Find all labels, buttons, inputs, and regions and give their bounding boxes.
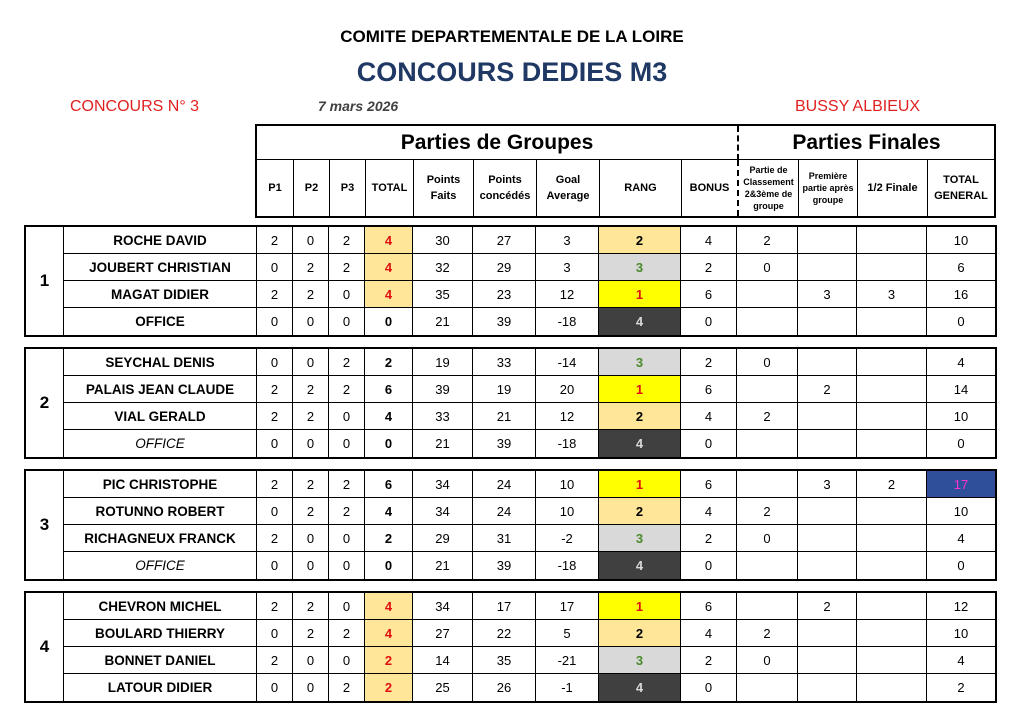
cell-cl: 0 bbox=[737, 349, 798, 376]
contest-date: 7 mars 2026 bbox=[318, 98, 399, 114]
cell-ga: 12 bbox=[536, 403, 599, 430]
cell-p3: 0 bbox=[329, 403, 365, 430]
cell-ga: -18 bbox=[536, 430, 599, 457]
cell-p1: 2 bbox=[257, 593, 293, 620]
group-3 bbox=[24, 469, 997, 581]
cell-cl bbox=[737, 471, 798, 498]
cell-p2: 0 bbox=[293, 227, 329, 254]
cell-bonus: 2 bbox=[681, 525, 737, 552]
cell-df: 3 bbox=[857, 281, 927, 308]
col-header-points-faits: Points Faits bbox=[413, 160, 473, 216]
cell-pf: 14 bbox=[413, 647, 473, 674]
cell-p1: 0 bbox=[257, 674, 293, 701]
cell-p1: 0 bbox=[257, 552, 293, 579]
cell-p1: 2 bbox=[257, 403, 293, 430]
cell-rang: 1 bbox=[599, 593, 681, 620]
cell-total: 0 bbox=[365, 430, 413, 457]
cell-bonus: 2 bbox=[681, 349, 737, 376]
cell-rang: 4 bbox=[599, 308, 681, 335]
cell-total: 6 bbox=[365, 471, 413, 498]
col-header-total-general: TOTAL GENERAL bbox=[927, 160, 994, 216]
cell-tg: 10 bbox=[927, 227, 995, 254]
cell-ga: -1 bbox=[536, 674, 599, 701]
cell-cl bbox=[737, 430, 798, 457]
group-number: 4 bbox=[26, 593, 64, 701]
cell-p2: 0 bbox=[293, 674, 329, 701]
cell-name: OFFICE bbox=[64, 552, 257, 579]
col-header-premiere: Première partie après groupe bbox=[798, 160, 857, 216]
cell-p2: 2 bbox=[293, 471, 329, 498]
cell-p1: 0 bbox=[257, 498, 293, 525]
cell-pr bbox=[798, 552, 857, 579]
cell-tg: 0 bbox=[957, 436, 965, 451]
cell-name: PIC CHRISTOPHE bbox=[64, 471, 257, 498]
cell-p1: 0 bbox=[257, 349, 293, 376]
cell-rang: 1 bbox=[599, 471, 681, 498]
cell-total: 4 bbox=[365, 593, 413, 620]
cell-total: 0 bbox=[365, 552, 413, 579]
cell-p3: 0 bbox=[329, 552, 365, 579]
cell-p2: 2 bbox=[293, 254, 329, 281]
table-header bbox=[255, 124, 996, 218]
cell-pr bbox=[798, 498, 857, 525]
cell-pf: 39 bbox=[413, 376, 473, 403]
cell-rang: 3 bbox=[599, 525, 681, 552]
cell-df bbox=[857, 498, 927, 525]
cell-p2: 0 bbox=[293, 647, 329, 674]
cell-p3: 2 bbox=[329, 674, 365, 701]
cell-df bbox=[857, 525, 927, 552]
cell-pc: 19 bbox=[473, 376, 536, 403]
cell-p2: 0 bbox=[293, 308, 329, 335]
cell-p1: 2 bbox=[257, 647, 293, 674]
cell-pc: 27 bbox=[473, 227, 536, 254]
cell-p2: 0 bbox=[293, 430, 329, 457]
cell-pf: 21 bbox=[413, 430, 473, 457]
col-header-goal-average: Goal Average bbox=[536, 160, 599, 216]
cell-pr: 3 bbox=[798, 471, 857, 498]
cell-pf: 25 bbox=[413, 674, 473, 701]
cell-tg: 14 bbox=[927, 376, 995, 403]
cell-tg: 2 bbox=[957, 680, 965, 695]
col-header-demi-finale: 1/2 Finale bbox=[857, 160, 927, 216]
cell-name: SEYCHAL DENIS bbox=[64, 349, 257, 376]
cell-tg: 17 bbox=[927, 471, 995, 498]
cell-p2: 0 bbox=[293, 552, 329, 579]
cell-pc: 33 bbox=[473, 349, 536, 376]
cell-total: 2 bbox=[365, 525, 413, 552]
cell-pf: 35 bbox=[413, 281, 473, 308]
cell-bonus: 6 bbox=[681, 593, 737, 620]
cell-cl: 2 bbox=[737, 227, 798, 254]
cell-cl: 2 bbox=[737, 403, 798, 430]
cell-p1: 2 bbox=[257, 227, 293, 254]
cell-name: VIAL GERALD bbox=[64, 403, 257, 430]
cell-pr: 2 bbox=[798, 376, 857, 403]
col-header-bonus: BONUS bbox=[681, 160, 737, 216]
cell-p1: 0 bbox=[257, 254, 293, 281]
cell-pc: 39 bbox=[473, 430, 536, 457]
cell-df bbox=[857, 620, 927, 647]
cell-rang: 4 bbox=[599, 674, 681, 701]
cell-df bbox=[857, 593, 927, 620]
cell-pr bbox=[798, 308, 857, 335]
col-header-p2: P2 bbox=[293, 160, 329, 216]
cell-total: 4 bbox=[365, 498, 413, 525]
cell-pc: 39 bbox=[473, 552, 536, 579]
cell-bonus: 4 bbox=[681, 403, 737, 430]
cell-bonus: 4 bbox=[681, 227, 737, 254]
cell-rang: 2 bbox=[599, 227, 681, 254]
cell-pc: 22 bbox=[473, 620, 536, 647]
cell-rang: 3 bbox=[599, 254, 681, 281]
cell-name: CHEVRON MICHEL bbox=[64, 593, 257, 620]
cell-bonus: 4 bbox=[681, 620, 737, 647]
cell-ga: -2 bbox=[536, 525, 599, 552]
cell-pc: 21 bbox=[473, 403, 536, 430]
cell-pf: 21 bbox=[413, 308, 473, 335]
cell-name: ROCHE DAVID bbox=[64, 227, 257, 254]
cell-ga: -14 bbox=[536, 349, 599, 376]
cell-df bbox=[857, 403, 927, 430]
cell-pr bbox=[798, 647, 857, 674]
cell-pc: 26 bbox=[473, 674, 536, 701]
cell-tg: 4 bbox=[927, 349, 995, 376]
cell-total: 4 bbox=[365, 403, 413, 430]
cell-name: BOULARD THIERRY bbox=[64, 620, 257, 647]
cell-cl bbox=[737, 376, 798, 403]
cell-p2: 2 bbox=[293, 593, 329, 620]
cell-cl bbox=[737, 674, 798, 701]
cell-pr bbox=[798, 227, 857, 254]
cell-ga: -18 bbox=[536, 308, 599, 335]
cell-bonus: 0 bbox=[681, 552, 737, 579]
cell-p3: 2 bbox=[329, 349, 365, 376]
cell-p3: 0 bbox=[329, 647, 365, 674]
cell-ga: 3 bbox=[536, 227, 599, 254]
cell-p1: 2 bbox=[257, 471, 293, 498]
cell-bonus: 6 bbox=[681, 376, 737, 403]
cell-bonus: 0 bbox=[681, 674, 737, 701]
cell-total: 2 bbox=[365, 349, 413, 376]
cell-tg: 10 bbox=[927, 620, 995, 647]
cell-name: ROTUNNO ROBERT bbox=[64, 498, 257, 525]
group-4 bbox=[24, 591, 997, 703]
cell-tg: 4 bbox=[927, 647, 995, 674]
cell-df bbox=[857, 376, 927, 403]
cell-name: RICHAGNEUX FRANCK bbox=[64, 525, 257, 552]
col-header-classement: Partie de Classement 2&3ème de groupe bbox=[737, 160, 798, 216]
cell-df bbox=[857, 674, 927, 701]
cell-bonus: 0 bbox=[681, 430, 737, 457]
cell-p3: 2 bbox=[329, 620, 365, 647]
cell-pf: 33 bbox=[413, 403, 473, 430]
section-groups-header: Parties de Groupes bbox=[257, 126, 737, 160]
cell-pf: 32 bbox=[413, 254, 473, 281]
cell-cl bbox=[737, 552, 798, 579]
group-2 bbox=[24, 347, 997, 459]
cell-ga: 20 bbox=[536, 376, 599, 403]
cell-total: 2 bbox=[365, 674, 413, 701]
cell-p1: 0 bbox=[257, 308, 293, 335]
cell-ga: 10 bbox=[536, 498, 599, 525]
cell-df bbox=[857, 349, 927, 376]
cell-pr: 2 bbox=[798, 593, 857, 620]
cell-p3: 0 bbox=[329, 281, 365, 308]
cell-pf: 34 bbox=[413, 471, 473, 498]
cell-df bbox=[857, 430, 927, 457]
cell-cl: 2 bbox=[737, 498, 798, 525]
group-number: 1 bbox=[26, 227, 64, 335]
cell-total: 4 bbox=[365, 227, 413, 254]
cell-p3: 2 bbox=[329, 227, 365, 254]
cell-p3: 2 bbox=[329, 498, 365, 525]
cell-pc: 29 bbox=[473, 254, 536, 281]
cell-name: PALAIS JEAN CLAUDE bbox=[64, 376, 257, 403]
cell-rang: 2 bbox=[599, 498, 681, 525]
cell-pf: 29 bbox=[413, 525, 473, 552]
cell-rang: 2 bbox=[599, 403, 681, 430]
cell-ga: -21 bbox=[536, 647, 599, 674]
cell-name: MAGAT DIDIER bbox=[64, 281, 257, 308]
cell-ga: 5 bbox=[536, 620, 599, 647]
cell-pr bbox=[798, 349, 857, 376]
cell-tg: 10 bbox=[927, 403, 995, 430]
cell-ga: -18 bbox=[536, 552, 599, 579]
cell-rang: 1 bbox=[599, 376, 681, 403]
cell-p2: 0 bbox=[293, 349, 329, 376]
cell-df: 2 bbox=[857, 471, 927, 498]
cell-pc: 24 bbox=[473, 498, 536, 525]
cell-pr bbox=[798, 674, 857, 701]
cell-cl: 0 bbox=[737, 647, 798, 674]
cell-pf: 21 bbox=[413, 552, 473, 579]
cell-p1: 2 bbox=[257, 376, 293, 403]
cell-pc: 35 bbox=[473, 647, 536, 674]
cell-pf: 30 bbox=[413, 227, 473, 254]
cell-ga: 3 bbox=[536, 254, 599, 281]
cell-ga: 10 bbox=[536, 471, 599, 498]
cell-total: 4 bbox=[365, 620, 413, 647]
cell-tg: 16 bbox=[927, 281, 995, 308]
col-header-p3: P3 bbox=[329, 160, 365, 216]
cell-cl bbox=[737, 308, 798, 335]
cell-p3: 2 bbox=[329, 376, 365, 403]
col-header-total: TOTAL bbox=[365, 160, 413, 216]
cell-tg: 0 bbox=[957, 314, 965, 329]
cell-rang: 2 bbox=[599, 620, 681, 647]
page-title: CONCOURS DEDIES M3 bbox=[356, 57, 668, 87]
cell-bonus: 2 bbox=[681, 647, 737, 674]
cell-bonus: 6 bbox=[681, 281, 737, 308]
cell-cl: 0 bbox=[737, 525, 798, 552]
cell-pr bbox=[798, 254, 857, 281]
cell-name: BONNET DANIEL bbox=[64, 647, 257, 674]
cell-total: 2 bbox=[365, 647, 413, 674]
cell-total: 6 bbox=[365, 376, 413, 403]
col-header-points-concedes: Points concédés bbox=[473, 160, 536, 216]
cell-rang: 4 bbox=[599, 430, 681, 457]
cell-pc: 31 bbox=[473, 525, 536, 552]
cell-p3: 0 bbox=[329, 593, 365, 620]
cell-p1: 2 bbox=[257, 525, 293, 552]
cell-p2: 2 bbox=[293, 403, 329, 430]
cell-cl: 0 bbox=[737, 254, 798, 281]
cell-total: 0 bbox=[365, 308, 413, 335]
cell-name: OFFICE bbox=[64, 430, 257, 457]
organization-title: COMITE DEPARTEMENTALE DE LA LOIRE bbox=[340, 27, 684, 46]
cell-p3: 0 bbox=[329, 430, 365, 457]
cell-pc: 24 bbox=[473, 471, 536, 498]
cell-rang: 4 bbox=[599, 552, 681, 579]
cell-rang: 3 bbox=[599, 349, 681, 376]
group-number: 2 bbox=[26, 349, 64, 457]
col-header-rang: RANG bbox=[599, 160, 681, 216]
cell-p1: 0 bbox=[257, 620, 293, 647]
cell-df bbox=[857, 552, 927, 579]
cell-pf: 19 bbox=[413, 349, 473, 376]
cell-p1: 0 bbox=[257, 430, 293, 457]
cell-tg: 10 bbox=[927, 498, 995, 525]
cell-p2: 2 bbox=[293, 498, 329, 525]
cell-p2: 2 bbox=[293, 281, 329, 308]
cell-tg: 0 bbox=[957, 558, 965, 573]
cell-pc: 23 bbox=[473, 281, 536, 308]
cell-pr: 3 bbox=[798, 281, 857, 308]
cell-name: LATOUR DIDIER bbox=[64, 674, 257, 701]
cell-pf: 27 bbox=[413, 620, 473, 647]
cell-pr bbox=[798, 525, 857, 552]
cell-pf: 34 bbox=[413, 593, 473, 620]
cell-pr bbox=[798, 403, 857, 430]
cell-ga: 17 bbox=[536, 593, 599, 620]
cell-bonus: 0 bbox=[681, 308, 737, 335]
cell-pc: 17 bbox=[473, 593, 536, 620]
cell-p3: 2 bbox=[329, 254, 365, 281]
cell-df bbox=[857, 254, 927, 281]
cell-cl: 2 bbox=[737, 620, 798, 647]
cell-p2: 0 bbox=[293, 525, 329, 552]
section-finals-header: Parties Finales bbox=[737, 126, 994, 160]
cell-tg: 4 bbox=[927, 525, 995, 552]
cell-df bbox=[857, 647, 927, 674]
cell-pf: 34 bbox=[413, 498, 473, 525]
cell-total: 4 bbox=[365, 281, 413, 308]
group-number: 3 bbox=[26, 471, 64, 579]
cell-p3: 2 bbox=[329, 471, 365, 498]
cell-cl bbox=[737, 593, 798, 620]
cell-name: JOUBERT CHRISTIAN bbox=[64, 254, 257, 281]
cell-p2: 2 bbox=[293, 620, 329, 647]
cell-rang: 1 bbox=[599, 281, 681, 308]
cell-p2: 2 bbox=[293, 376, 329, 403]
cell-p3: 0 bbox=[329, 308, 365, 335]
cell-pr bbox=[798, 430, 857, 457]
cell-p1: 2 bbox=[257, 281, 293, 308]
cell-total: 4 bbox=[365, 254, 413, 281]
col-header-p1: P1 bbox=[268, 182, 282, 194]
cell-bonus: 4 bbox=[681, 498, 737, 525]
cell-tg: 12 bbox=[927, 593, 995, 620]
cell-name: OFFICE bbox=[64, 308, 257, 335]
contest-number: CONCOURS N° 3 bbox=[70, 98, 200, 115]
group-1 bbox=[24, 225, 997, 337]
cell-bonus: 6 bbox=[681, 471, 737, 498]
cell-cl bbox=[737, 281, 798, 308]
contest-location: BUSSY ALBIEUX bbox=[795, 98, 921, 115]
cell-bonus: 2 bbox=[681, 254, 737, 281]
cell-rang: 3 bbox=[599, 647, 681, 674]
cell-tg: 6 bbox=[927, 254, 995, 281]
cell-df bbox=[857, 227, 927, 254]
cell-ga: 12 bbox=[536, 281, 599, 308]
cell-p3: 0 bbox=[329, 525, 365, 552]
cell-df bbox=[857, 308, 927, 335]
cell-pr bbox=[798, 620, 857, 647]
cell-pc: 39 bbox=[473, 308, 536, 335]
